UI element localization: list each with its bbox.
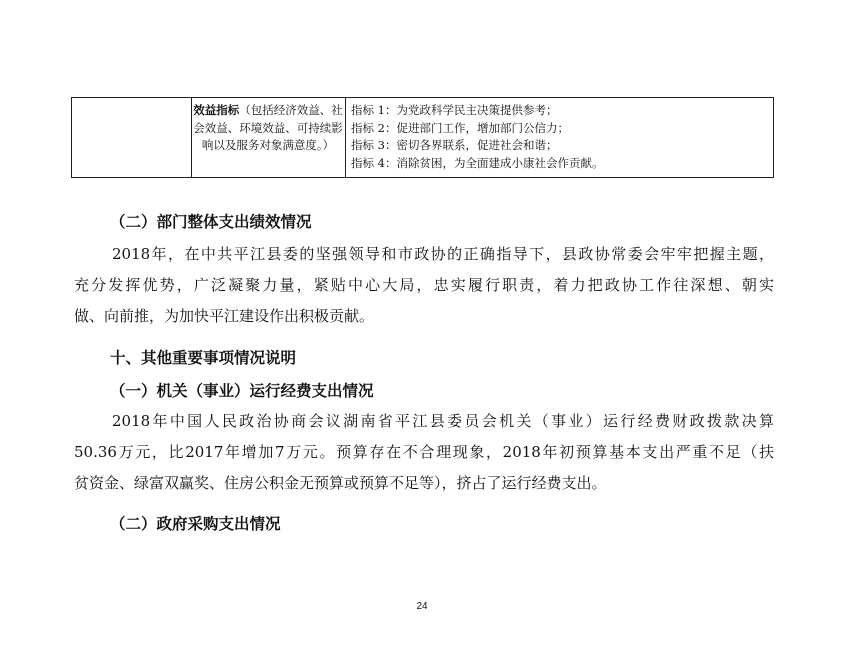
- paragraph-line: 2018年，在中共平江县委的坚强领导和市政协的正确指导下，县政协常委会牢牢把握主题，: [112, 245, 774, 263]
- paragraph-line: 充分发挥优势，广泛凝聚力量，紧贴中心大局，忠实履行职责，着力把政协工作往深想、朝实: [74, 276, 774, 294]
- indicator-item: 指标 4：消除贫困，为全面建成小康社会作贡献。: [351, 155, 604, 170]
- government-procurement-heading: （二）政府采购支出情况: [110, 515, 281, 533]
- other-matters-heading: 十、其他重要事项情况说明: [110, 349, 297, 367]
- dept-performance-heading: （二）部门整体支出绩效情况: [110, 213, 312, 231]
- indicator-list: [351, 102, 771, 172]
- paragraph-line: 50.36万元，比2017年增加7万元。预算存在不合理现象，2018年初预算基本支出严重不足（扶: [74, 443, 774, 461]
- operating-expense-heading: （一）机关（事业）运行经费支出情况: [110, 382, 374, 400]
- benefit-indicator-label: [193, 102, 343, 155]
- dept-performance-paragraph: [74, 239, 774, 332]
- paragraph-line: 贫资金、绿富双赢奖、住房公积金无预算或预算不足等），挤占了运行经费支出。: [74, 474, 607, 492]
- operating-expense-paragraph: [74, 406, 774, 499]
- indicator-item: 指标 2：促进部门工作，增加部门公信力；: [351, 120, 569, 135]
- paragraph-line: 2018年中国人民政治协商会议湖南省平江县委员会机关（事业）运行经费财政拨款决算: [112, 412, 774, 430]
- indicator-item: 指标 3：密切各界联系，促进社会和谐；: [351, 138, 558, 152]
- table-divider: [345, 98, 346, 177]
- benefit-indicator-title: 效益指标: [193, 103, 240, 117]
- benefit-indicator-note: （包括经济效益、社会效益、环境效益、可持续影响以及服务对象满意度。）: [193, 103, 343, 152]
- indicator-table: [71, 97, 774, 178]
- indicator-item: 指标 1：为党政科学民主决策提供参考；: [351, 103, 558, 117]
- paragraph-line: 做、向前推，为加快平江建设作出积极贡献。: [74, 307, 375, 325]
- table-divider: [191, 98, 192, 177]
- page-number: 24: [416, 601, 428, 612]
